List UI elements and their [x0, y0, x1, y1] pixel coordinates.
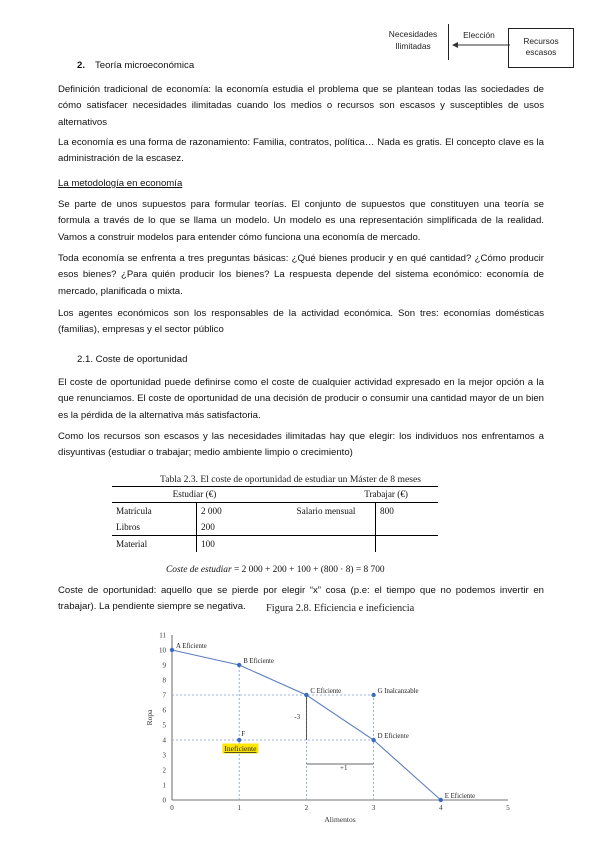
table-header-trabajar: Trabajar (€): [364, 489, 408, 499]
y-tick-label: 1: [162, 781, 166, 790]
point-marker: [304, 693, 308, 697]
x-tick-label: 3: [371, 804, 376, 812]
point-marker: [237, 738, 241, 742]
point-label: F: [241, 731, 245, 738]
diagram-escasos: escasos: [525, 47, 557, 57]
table-cell-value: 100: [197, 536, 278, 553]
paragraph-disyuntivas: Como los recursos son escasos y las necesidades ilimitadas hay que elegir: los individuos nos enfrentamos a disyuntivas (estudiar o trabajar; medio ambiente limpio o crecimiento): [58, 431, 544, 459]
heading-coste-oportunidad: 2.1. Coste de oportunidad: [77, 354, 188, 365]
formula: [166, 565, 385, 575]
diagram-arrow: [450, 40, 512, 50]
chart-title: Figura 2.8. Eficiencia e ineficiencia: [266, 603, 415, 614]
table-cell-label: Libros: [116, 522, 140, 532]
table-cell-right-label: [277, 519, 376, 536]
table-caption: Tabla 2.3. El coste de oportunidad de estudiar un Máster de 8 meses: [160, 474, 421, 485]
table-row: [112, 519, 438, 536]
point-marker: [170, 648, 174, 652]
y-tick-label: 6: [162, 706, 166, 715]
point-label: D Eficiente: [377, 733, 409, 740]
paragraph-coste-definicion-corta: Coste de oportunidad: aquello que se pierde por elegir “x” cosa (p.e: el tiempo que no podemos invertir en trabajar). La pendiente siempre se negativa.: [58, 585, 544, 613]
y-axis-label: Ropa: [145, 709, 154, 726]
paragraph-preguntas: Toda economía se enfrenta a tres preguntas básicas: ¿Qué bienes producir y en qué cantidad? ¿Cómo producir esos bienes? ¿Para quién producir los bienes? La respuesta depende del sistema económico: economía de mercado, planificada o mixta.: [58, 253, 544, 297]
ineficiente-label: Ineficiente: [224, 744, 257, 753]
annotation-plus-1: +1: [340, 764, 348, 772]
section-title: Teoría microeconómica: [95, 60, 195, 71]
point-marker: [439, 798, 443, 802]
diagram-ilimitadas: Ilimitadas: [395, 41, 431, 51]
annotation-minus-3: -3: [294, 713, 301, 721]
paragraph-razonamiento: La economía es una forma de razonamiento: Familia, contratos, política… Nada es gratis. El concepto clave es la administración de la escasez.: [58, 137, 544, 165]
point-label: G Inalcanzable: [377, 688, 419, 695]
diagram-divider: [448, 24, 449, 60]
point-marker: [237, 663, 241, 667]
table-cell-right-value: [376, 519, 439, 536]
point-marker: [371, 738, 375, 742]
section-number: 2.: [77, 60, 86, 71]
cost-table: [112, 486, 438, 552]
y-tick-label: 11: [159, 631, 166, 640]
point-label: C Eficiente: [310, 688, 342, 695]
x-tick-label: 0: [170, 804, 174, 812]
y-tick-label: 4: [162, 736, 166, 745]
efficiency-chart: [120, 622, 540, 842]
paragraph-supuestos: Se parte de unos supuestos para formular teorías. El conjunto de supuestos que constituyen una teoría se formula a través de lo que se llama un modelo. Un modelo es una representación simplificada de la realidad. Vamos a construir modelos para entender cómo funciona una economía de mercado.: [58, 199, 544, 243]
table-row: [112, 503, 438, 520]
y-tick-label: 5: [162, 721, 166, 730]
y-tick-label: 8: [162, 676, 166, 685]
y-tick-label: 2: [162, 766, 166, 775]
choice-diagram: [380, 24, 580, 74]
y-tick-label: 7: [162, 691, 166, 700]
point-label: A Eficiente: [176, 643, 207, 650]
table-cell-label: Matrícula: [112, 503, 197, 520]
x-axis-label: Alimentos: [324, 815, 356, 824]
formula-rhs: = 2 000 + 200 + 100 + (800 · 8) = 8 700: [231, 565, 385, 575]
diagram-eleccion: Elección: [463, 30, 495, 40]
table-header-row: [112, 486, 438, 503]
heading-metodologia: La metodología en economía: [58, 178, 183, 189]
table-cell-value: 2 000: [197, 503, 278, 520]
table-cell-right-label: Salario mensual: [277, 503, 376, 520]
y-tick-label: 0: [162, 796, 166, 805]
table-cell-right-value: [376, 536, 439, 553]
y-tick-label: 3: [162, 751, 166, 760]
table-row: [112, 536, 438, 553]
diagram-necesidades: Necesidades: [388, 29, 438, 39]
formula-lhs: Coste de estudiar: [166, 565, 232, 575]
table-header-estudiar: Estudiar (€): [172, 489, 217, 499]
point-label: B Eficiente: [243, 658, 274, 665]
x-tick-label: 5: [506, 804, 510, 812]
point-label: E Eficiente: [444, 793, 476, 800]
x-tick-label: 2: [304, 804, 309, 812]
diagram-recursos-box: [508, 28, 574, 68]
paragraph-coste-definicion: El coste de oportunidad puede definirse como el coste de cualquier actividad expresado en la mejor opción a la que renunciamos. El coste de oportunidad de una decisión de producir o consumir una cantidad mayor de un bien es la pérdida de la alternativa más satisfactoria.: [58, 377, 544, 421]
x-tick-label: 4: [439, 804, 443, 812]
paragraph-definicion: Definición tradicional de economía: la economía estudia el problema que se plantean todas las sociedades de cómo satisfacer necesidades ilimitadas cuando los medios o recursos son escasos y susceptibles de usos alternativos: [58, 84, 544, 128]
paragraph-agentes: Los agentes económicos son los responsables de la actividad económica. Son tres: economías domésticas (familias), empresas y el sector público: [58, 308, 544, 336]
table-cell-right-value: 800: [376, 503, 439, 520]
table-cell-right-label: [277, 536, 376, 553]
table-cell-label: Material: [112, 536, 197, 553]
point-marker: [371, 693, 375, 697]
y-tick-label: 10: [159, 646, 166, 655]
table-cell-value: 200: [197, 519, 278, 536]
diagram-recursos: Recursos: [523, 36, 559, 46]
y-tick-label: 9: [162, 661, 166, 670]
x-tick-label: 1: [237, 804, 241, 812]
